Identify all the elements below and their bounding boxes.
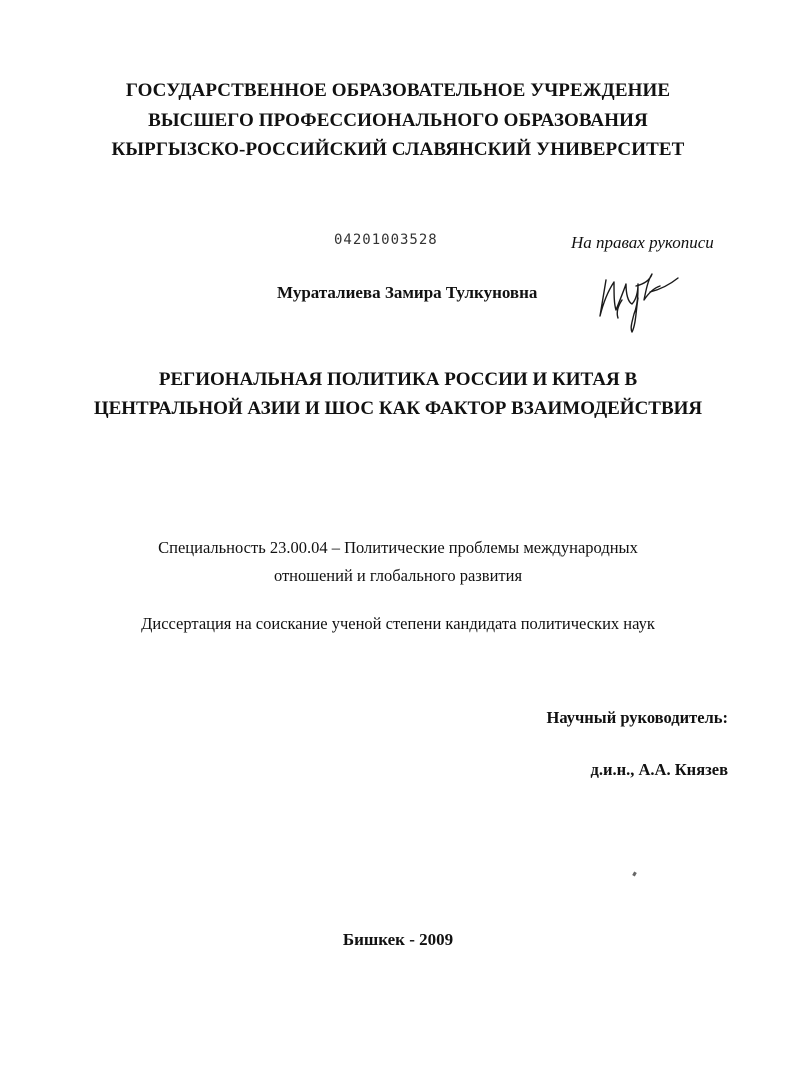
dissertation-title-line-1: РЕГИОНАЛЬНАЯ ПОЛИТИКА РОССИИ И КИТАЯ В: [158, 369, 638, 390]
institution-line-1: ГОСУДАРСТВЕННОЕ ОБРАЗОВАТЕЛЬНОЕ УЧРЕЖДЕНИЕ: [125, 80, 671, 101]
degree-statement: Диссертация на соискание ученой степени кандидата политических наук: [141, 614, 655, 633]
rights-note: На правах рукописи: [571, 233, 714, 252]
supervisor-name: д.и.н., А.А. Князев: [590, 760, 728, 779]
handwritten-signature: [592, 270, 684, 336]
institution-line-3: КЫРГЫЗСКО-РОССИЙСКИЙ СЛАВЯНСКИЙ УНИВЕРСИТЕТ: [111, 139, 685, 160]
dissertation-title-line-2: ЦЕНТРАЛЬНОЙ АЗИИ И ШОС КАК ФАКТОР ВЗАИМОДЕЙСТВИЯ: [93, 398, 703, 419]
scan-speck: [632, 872, 637, 877]
author-name: Мураталиева Замира Тулкуновна: [277, 283, 538, 302]
specialty-line-2: отношений и глобального развития: [273, 566, 523, 585]
specialty-line-1: Специальность 23.00.04 – Политические проблемы международных: [158, 538, 638, 557]
supervisor-label: Научный руководитель:: [546, 708, 728, 727]
registration-code: 04201003528: [334, 232, 438, 248]
city-year: Бишкек - 2009: [342, 930, 454, 949]
institution-line-2: ВЫСШЕГО ПРОФЕССИОНАЛЬНОГО ОБРАЗОВАНИЯ: [148, 110, 648, 131]
